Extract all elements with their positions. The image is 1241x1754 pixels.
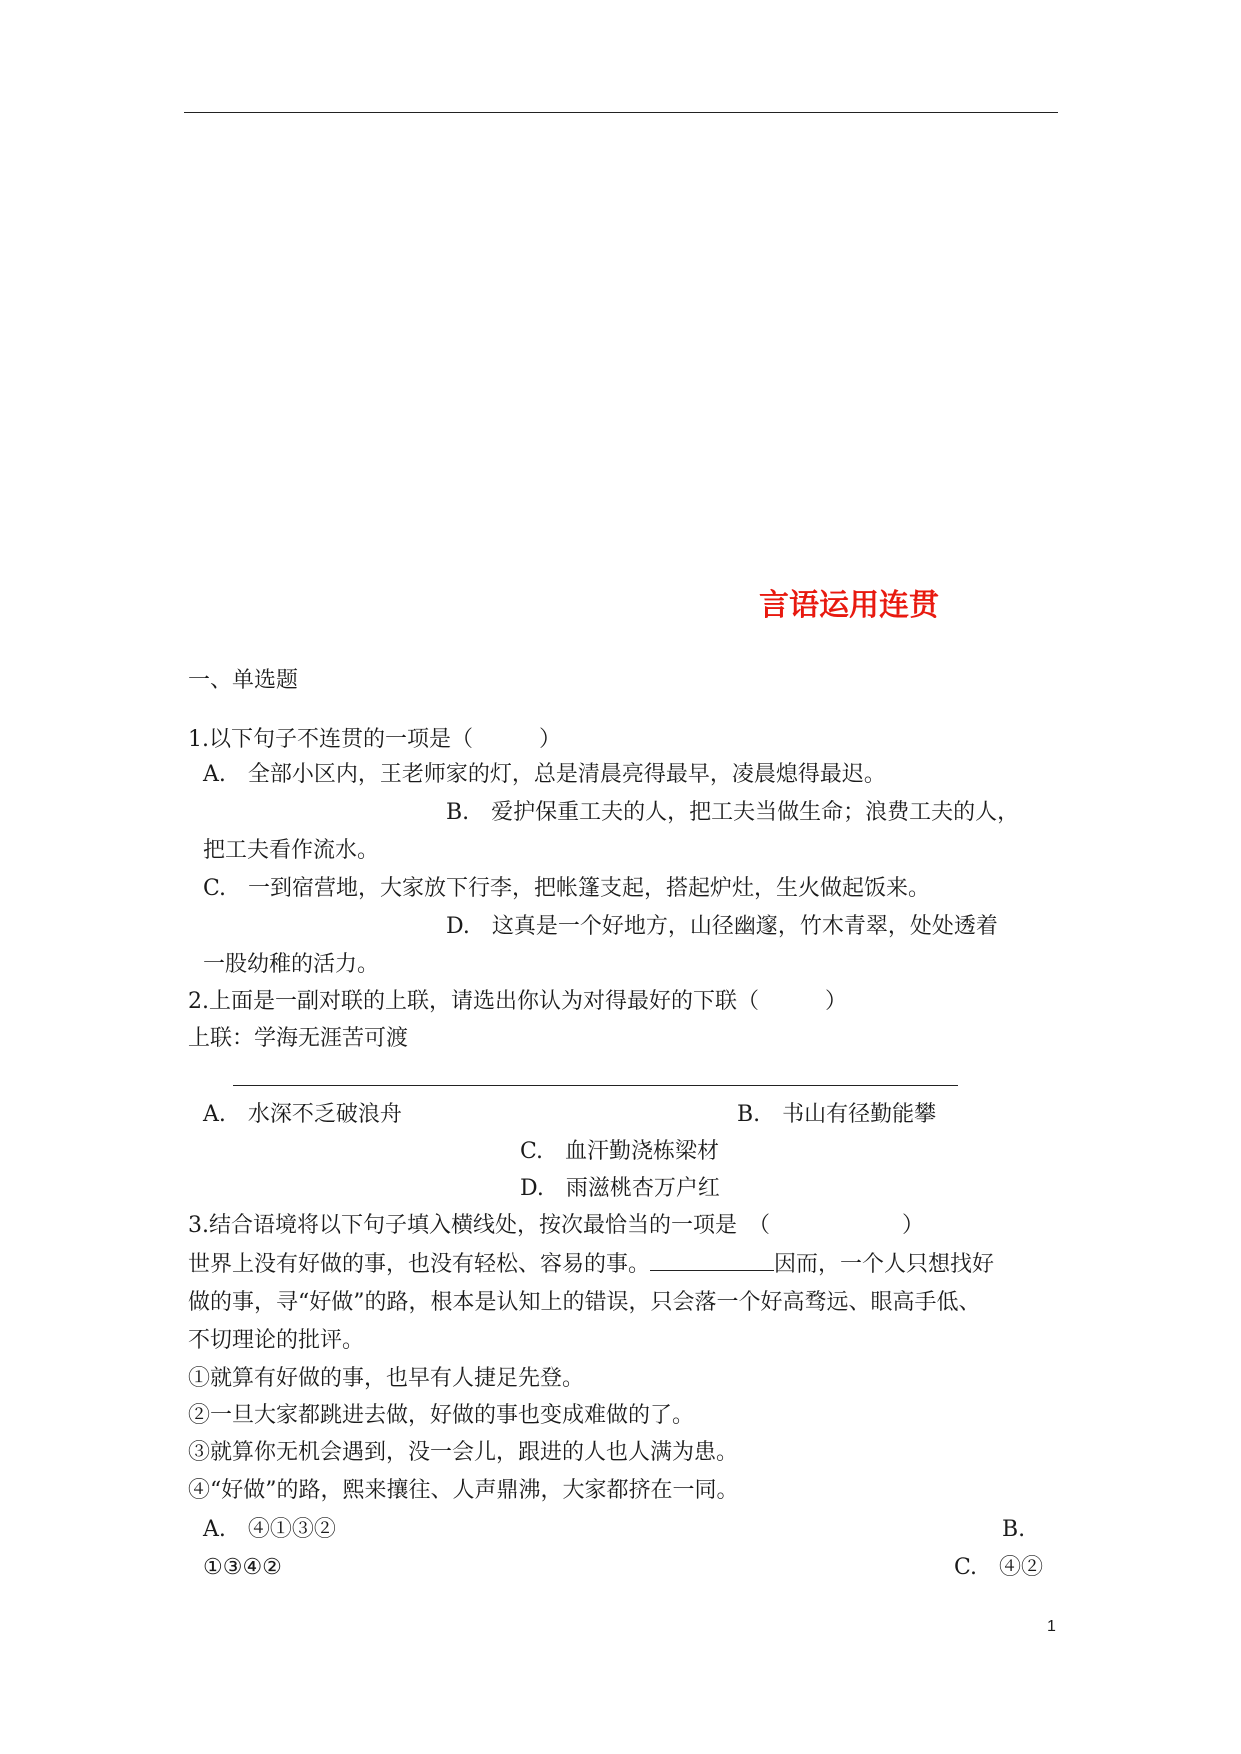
question-1-option-d: D. 这真是一个好地方，山径幽邃，竹木青翠，处处透着 <box>446 914 998 939</box>
fill-in-blank <box>650 1250 774 1271</box>
question-3-option-a: A. ④①③② <box>203 1517 336 1542</box>
question-3-sentence-3: ③就算你无机会遇到，没一会儿，跟进的人也人满为患。 <box>188 1440 739 1465</box>
page-title: 言语运用连贯 <box>759 588 939 623</box>
question-1-option-c: C. 一到宿营地，大家放下行李，把帐篷支起，搭起炉灶，生火做起饭来。 <box>203 876 931 901</box>
question-3-option-c: C. ④② <box>954 1555 1044 1580</box>
question-3-option-b-label: B. <box>1002 1517 1026 1542</box>
question-2-option-b: B. 书山有径勤能攀 <box>737 1102 937 1127</box>
question-3-passage-line-1 <box>188 1250 994 1280</box>
question-1-option-d-cont: 一股幼稚的活力。 <box>203 952 380 977</box>
question-1-option-b-cont: 把工夫看作流水。 <box>203 838 380 863</box>
page-number: 1 <box>1047 1618 1056 1635</box>
passage-text-after-blank: 因而，一个人只想找好 <box>774 1252 995 1277</box>
passage-text-before-blank: 世界上没有好做的事，也没有轻松、容易的事。 <box>188 1252 651 1277</box>
question-1-option-b: B. 爱护保重工夫的人，把工夫当做生命；浪费工夫的人， <box>446 800 1020 825</box>
question-3-sentence-2: ②一旦大家都跳进去做，好做的事也变成难做的了。 <box>188 1403 695 1428</box>
couplet-upper-line: 上联：学海无涯苦可渡 <box>188 1026 409 1051</box>
question-3-passage-line-3: 不切理论的批评。 <box>188 1328 365 1353</box>
question-1-stem: 1.以下句子不连贯的一项是（ ） <box>188 727 561 752</box>
header-rule <box>184 112 1058 113</box>
question-3-passage-line-2: 做的事，寻“好做”的路，根本是认知上的错误，只会落一个好高骛远、眼高手低、 <box>188 1290 981 1315</box>
question-3-option-b: ①③④② <box>203 1555 282 1580</box>
question-3-sentence-1: ①就算有好做的事，也早有人捷足先登。 <box>188 1366 585 1391</box>
question-3-sentence-4: ④“好做”的路，熙来攘往、人声鼎沸，大家都挤在一同。 <box>188 1478 739 1503</box>
question-1-option-a: A. 全部小区内，王老师家的灯，总是清晨亮得最早，凌晨熄得最迟。 <box>203 762 886 787</box>
question-2-stem: 2.上面是一副对联的上联，请选出你认为对得最好的下联（ ） <box>188 989 847 1014</box>
question-2-option-d: D. 雨滋桃杏万户红 <box>520 1176 720 1201</box>
question-3-stem: 3.结合语境将以下句子填入横线处，按次最恰当的一项是 （ ） <box>188 1213 924 1238</box>
question-2-option-a: A. 水深不乏破浪舟 <box>203 1102 402 1127</box>
question-2-option-c: C. 血汗勤浇栋梁材 <box>520 1139 720 1164</box>
section-heading: 一、单选题 <box>188 668 299 693</box>
answer-line <box>233 1085 958 1086</box>
